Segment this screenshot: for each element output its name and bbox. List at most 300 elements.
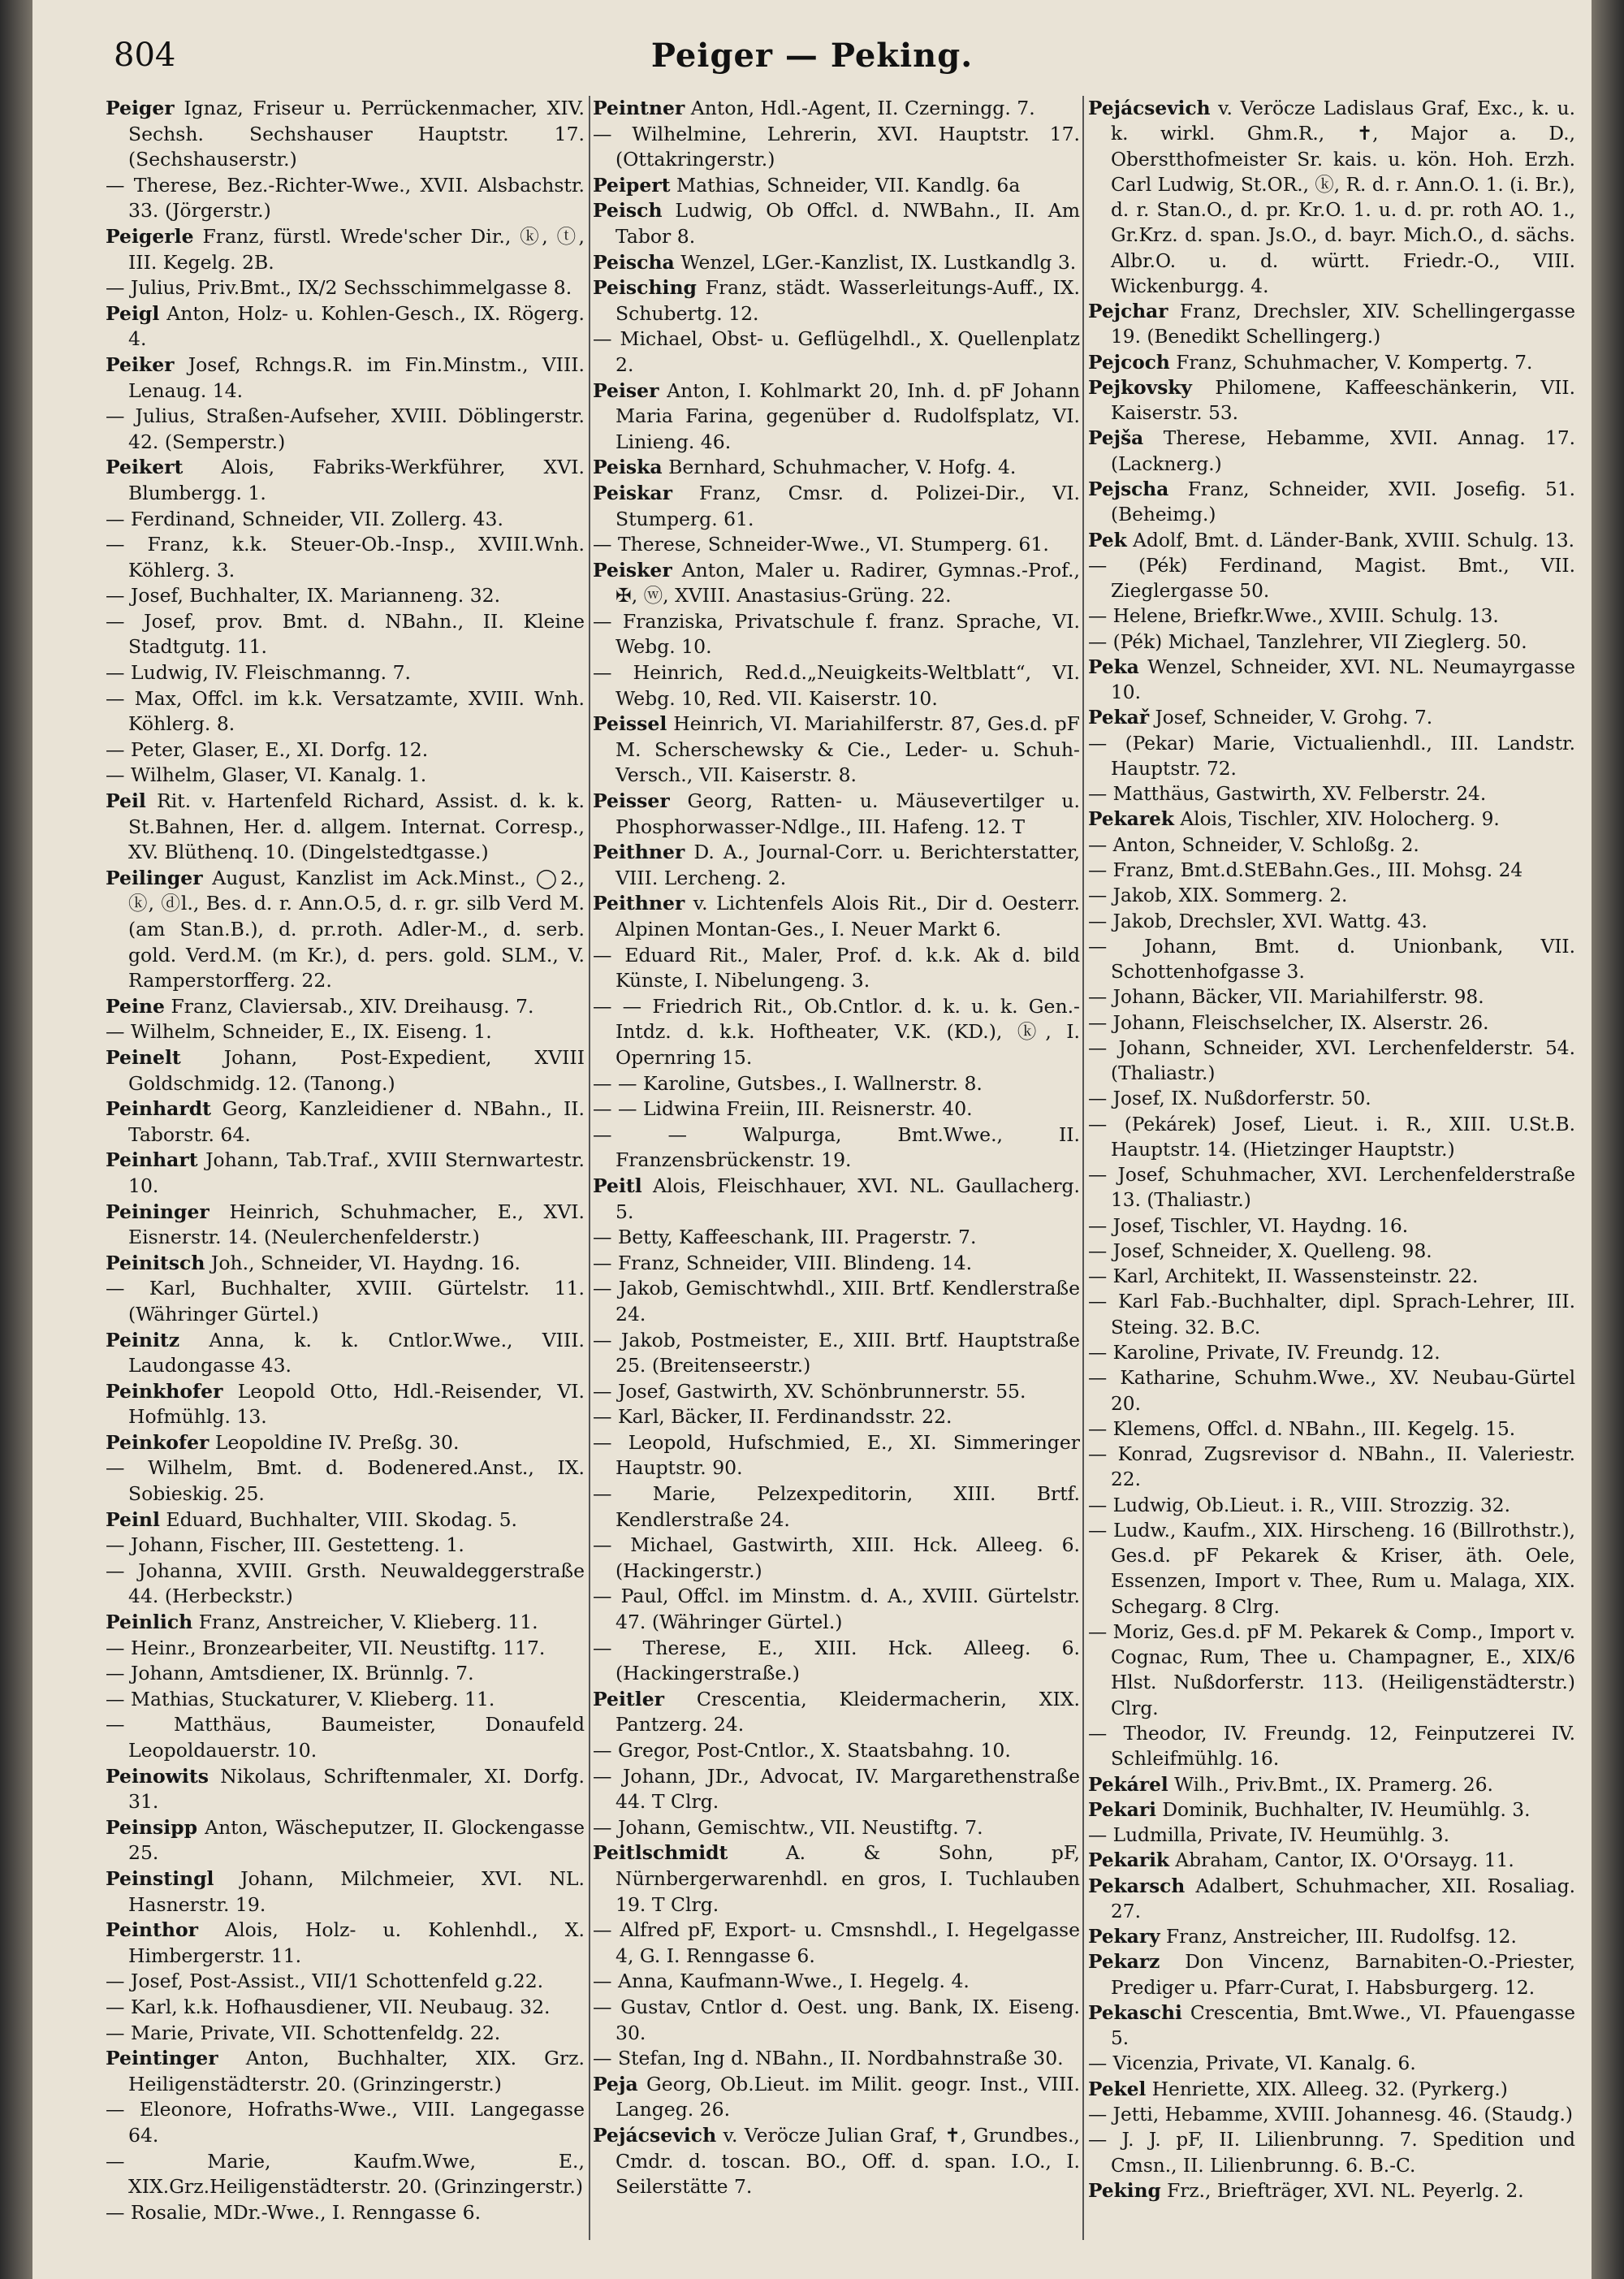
entry-text: — Johann, Fleischselcher, IX. Alserstr. 26.: [1088, 1011, 1489, 1034]
entry-text: — — Friedrich Rit., Ob.Cntlor. d. k. u. k. Gen.-Intdz. d. k.k. Hoftheater, V.K. (KD.), ⓚ, I. Opernring 15.: [593, 994, 1080, 1069]
entry-text: — (Pekar) Marie, Victualienhdl., III. Landstr. Hauptstr. 72.: [1088, 732, 1575, 780]
entry-text: Heinrich, Schuhmacher, E., XVI. Eisnerstr. 14. (Neulerchenfelderstr.): [128, 1200, 585, 1249]
directory-entry: [593, 198, 1080, 249]
entry-text: — Theodor, IV. Freundg. 12, Feinputzerei IV. Schleifmühlg. 16.: [1088, 1723, 1575, 1771]
entry-text: Franz, Anstreicher, III. Rudolfsg. 12.: [1165, 1926, 1517, 1948]
entry-text: Frz., Briefträger, XVI. NL. Peyerlg. 2.: [1167, 2179, 1524, 2202]
directory-entry: [593, 250, 1080, 276]
entry-text: Franz, Drechsler, XIV. Schellingergasse 19. (Benedikt Schellingerg.): [1111, 301, 1575, 348]
directory-entry: [106, 507, 585, 533]
directory-entry: [1088, 426, 1575, 477]
entry-surname: Pekari: [1088, 1798, 1156, 1821]
entry-text: Anton, Maler u. Radirer, Gymnas.-Prof., ✠, ⓦ, XVIII. Anastasius-Grüng. 22.: [615, 558, 1080, 608]
entry-text: — Jakob, Drechsler, XVI. Wattg. 43.: [1088, 910, 1427, 932]
entry-text: — Gustav, Cntlor d. Oest. ung. Bank, IX. Eiseng. 30.: [593, 1995, 1080, 2044]
directory-entry: [593, 1764, 1080, 1815]
entry-surname: Peintinger: [106, 2047, 218, 2070]
directory-entry: [1088, 1239, 1575, 1264]
entry-surname: Peking: [1088, 2179, 1161, 2202]
entry-surname: Peinowits: [106, 1764, 209, 1788]
entry-surname: Peinhart: [106, 1148, 198, 1172]
directory-entry: [593, 2046, 1080, 2072]
entry-text: Abraham, Cantor, IX. O'Orsayg. 11.: [1175, 1849, 1514, 1872]
entry-text: — Ludwig, IV. Fleischmanng. 7.: [106, 661, 412, 685]
entry-text: Rit. v. Hartenfeld Richard, Assist. d. k. k. St.Bahnen, Her. d. allgem. Internat. Corresp., XV. Blüthenq. 10. (Dingelstedtgasse.): [128, 789, 585, 864]
directory-columns: [106, 96, 1575, 2248]
entry-surname: Pejscha: [1088, 478, 1169, 500]
directory-entry: [106, 1251, 585, 1277]
directory-entry: [106, 1866, 585, 1918]
entry-text: Anton, Hdl.-Agent, II. Czerningg. 7.: [690, 97, 1035, 119]
directory-entry: [593, 481, 1080, 532]
directory-entry: [106, 1533, 585, 1559]
directory-entry: [1088, 909, 1575, 934]
directory-entry: [106, 1687, 585, 1713]
directory-entry: [1088, 705, 1575, 730]
entry-text: Johann, Milchmeier, XVI. NL. Hasnerstr. 19.: [128, 1866, 585, 1916]
entry-text: Anton, I. Kohlmarkt 20, Inh. d. pF Johann Maria Farina, gegenüber d. Rudolfsplatz, VI. Linieng. 46.: [615, 378, 1080, 453]
directory-entry: [1088, 1848, 1575, 1873]
directory-entry: [593, 1687, 1080, 1738]
entry-text: — Gregor, Post-Cntlor., X. Staatsbahng. 10.: [593, 1739, 1011, 1762]
entry-text: — Johann, JDr., Advocat, IV. Margarethenstraße 44. T Clrg.: [593, 1764, 1080, 1814]
entry-text: — Mathias, Stuckaturer, V. Klieberg. 11.: [106, 1687, 495, 1710]
directory-entry: [593, 378, 1080, 456]
entry-surname: Pekarek: [1088, 808, 1174, 831]
entry-text: — Anna, Kaufmann-Wwe., I. Hegelg. 4.: [593, 1970, 970, 1993]
scan-edge-left: [0, 0, 32, 2279]
directory-entry: [593, 1225, 1080, 1251]
entry-surname: Pekarik: [1088, 1849, 1170, 1872]
entry-text: Heinrich, VI. Mariahilferstr. 87, Ges.d. pF M. Scherschewsky & Cie., Leder- u. Schuh-Versch., VII. Kaiserstr. 8.: [615, 712, 1080, 787]
entry-text: Joh., Schneider, VI. Haydng. 16.: [210, 1251, 521, 1274]
entry-surname: Peine: [106, 994, 165, 1018]
directory-entry: [1088, 1772, 1575, 1797]
entry-text: — Ludwig, Ob.Lieut. i. R., VIII. Strozzig. 32.: [1088, 1494, 1510, 1516]
entry-text: — (Pék) Michael, Tanzlehrer, VII Zieglerg. 50.: [1088, 630, 1527, 653]
entry-text: — Julius, Straßen-Aufseher, XVIII. Döblingerstr. 42. (Semperstr.): [106, 404, 585, 453]
entry-text: Henriette, XIX. Alleeg. 32. (Pyrkerg.): [1151, 2078, 1508, 2100]
directory-entry: [106, 2021, 585, 2047]
entry-surname: Peigl: [106, 301, 160, 325]
directory-entry: [106, 763, 585, 789]
page-header: [0, 37, 1624, 85]
directory-entry: [106, 275, 585, 301]
directory-entry: [1088, 553, 1575, 604]
entry-text: — Paul, Offcl. im Minstm. d. A., XVIII. Gürtelstr. 47. (Währinger Gürtel.): [593, 1585, 1080, 1634]
directory-entry: [106, 1045, 585, 1096]
entry-surname: Pekař: [1088, 707, 1150, 729]
entry-surname: Peischa: [593, 250, 675, 274]
directory-entry: [106, 1918, 585, 1969]
entry-surname: Peinstingl: [106, 1866, 214, 1890]
directory-entry: [106, 737, 585, 763]
entry-surname: Pekárel: [1088, 1773, 1168, 1796]
directory-entry: [593, 532, 1080, 558]
directory-entry: [593, 1122, 1080, 1174]
entry-text: — Moriz, Ges.d. pF M. Pekarek & Comp., Import v. Cognac, Rum, Thee u. Champagner, E., XIX/6 Hlst. Nußdorferstr. 113. (Heiligenstädterstr.) Clrg.: [1088, 1620, 1575, 1719]
entry-text: Franz, Anstreicher, V. Klieberg. 11.: [198, 1611, 538, 1634]
entry-surname: Pek: [1088, 529, 1127, 551]
directory-entry: [593, 1995, 1080, 2046]
directory-entry: [593, 994, 1080, 1071]
directory-entry: [106, 455, 585, 506]
entry-text: — Leopold, Hufschmied, E., XI. Simmeringer Hauptstr. 90.: [593, 1430, 1080, 1480]
entry-text: Adalbert, Schuhmacher, XII. Rosaliag. 27.: [1111, 1875, 1575, 1922]
entry-surname: Pekaschi: [1088, 2001, 1182, 2024]
entry-surname: Peitlschmidt: [593, 1841, 728, 1865]
entry-text: v. Veröcze Ladislaus Graf, Exc., k. u. k. wirkl. Ghm.R., ✝, Major a. D., Oberstthofmeister Sr. kais. u. kön. Hoh. Erzh. Carl Ludwig, St.OR., ⓚ, R. d. r. Ann.O. 1. (i. Br.), d. r. Stan.O., d. pr. Kr.O. 1. u. d. pr. roth AO. 1., Gr.Krz. d. span. Js.O., d. bayr. Mich.O., d. sächs. Albr.O. u. d. württ. Friedr.-O., VIII. Wickenburgg. 4.: [1111, 97, 1575, 297]
directory-entry: [1088, 1010, 1575, 1036]
entry-surname: Peinsipp: [106, 1815, 198, 1839]
entry-text: — Jetti, Hebamme, XVIII. Johannesg. 46. (Staudg.): [1088, 2103, 1573, 2125]
entry-text: Leopoldine IV. Preßg. 30.: [214, 1430, 460, 1454]
entry-surname: Peinthor: [106, 1918, 199, 1942]
entry-surname: Peinhardt: [106, 1097, 211, 1121]
entry-text: — Marie, Pelzexpeditorin, XIII. Brtf. Kendlerstraße 24.: [593, 1482, 1080, 1531]
entry-text: — Katharine, Schuhm.Wwe., XV. Neubau-Gürtel 20.: [1088, 1367, 1575, 1415]
entry-surname: Peiser: [593, 378, 659, 402]
entry-text: Franz, Claviersab., XIV. Dreihausg. 7.: [171, 994, 534, 1018]
entry-surname: Pekary: [1088, 1926, 1160, 1948]
directory-entry: [1088, 1620, 1575, 1721]
entry-text: — Wilhelmine, Lehrerin, XVI. Hauptstr. 17. (Ottakringerstr.): [593, 122, 1080, 171]
entry-surname: Peisker: [593, 558, 672, 582]
entry-text: — Michael, Obst- u. Geflügelhdl., X. Quellenplatz 2.: [593, 327, 1080, 376]
directory-entry: [1088, 375, 1575, 426]
directory-entry: [1088, 2077, 1575, 2102]
entry-text: Franz, Schneider, XVII. Josefig. 51. (Beheimg.): [1111, 478, 1575, 526]
directory-entry: [593, 326, 1080, 378]
entry-text: Mathias, Schneider, VII. Kandlg. 6a: [676, 173, 1021, 197]
directory-entry: [106, 2149, 585, 2200]
directory-entry: [1088, 984, 1575, 1010]
entry-text: — Josef, IX. Nußdorferstr. 50.: [1088, 1088, 1371, 1110]
directory-entry: [106, 686, 585, 737]
entry-text: — Matthäus, Baumeister, Donaufeld Leopoldauerstr. 10.: [106, 1713, 585, 1762]
entry-surname: Peiger: [106, 97, 175, 119]
directory-entry: [593, 891, 1080, 942]
directory-entry: [593, 173, 1080, 199]
entry-text: Franz, fürstl. Wrede'scher Dir., ⓚ, ⓣ, III. Kegelg. 2B.: [128, 224, 585, 274]
entry-text: — Julius, Priv.Bmt., IX/2 Sechsschimmelgasse 8.: [106, 276, 572, 300]
directory-entry: [106, 301, 585, 352]
directory-entry: [106, 1096, 585, 1148]
directory-entry: [106, 1559, 585, 1610]
entry-text: Dominik, Buchhalter, IV. Heumühlg. 3.: [1162, 1798, 1531, 1821]
directory-entry: [593, 1840, 1080, 1918]
entry-text: — Franziska, Privatschule f. franz. Sprache, VI. Webg. 10.: [593, 609, 1080, 659]
entry-surname: Peitler: [593, 1687, 665, 1710]
directory-entry: [106, 1430, 585, 1456]
entry-text: — Konrad, Zugsrevisor d. NBahn., II. Valeriestr. 22.: [1088, 1443, 1575, 1491]
entry-surname: Pejácsevich: [1088, 97, 1211, 119]
directory-entry: [1088, 1924, 1575, 1949]
entry-text: — Franz, k.k. Steuer-Ob.-Insp., XVIII.Wnh. Köhlerg. 3.: [106, 533, 585, 582]
entry-text: Anton, Holz- u. Kohlen-Gesch., IX. Rögerg. 4.: [128, 301, 585, 351]
directory-entry: [1088, 1340, 1575, 1365]
entry-text: Anna, k. k. Cntlor.Wwe., VIII. Laudongasse 43.: [128, 1328, 585, 1377]
entry-text: Therese, Hebamme, XVII. Annag. 17. (Lacknerg.): [1111, 427, 1575, 475]
running-title: Peiger — Peking.: [650, 37, 974, 75]
directory-entry: [106, 96, 585, 173]
entry-surname: Peiska: [593, 456, 663, 479]
entry-surname: Peisch: [593, 199, 663, 223]
entry-text: — Jakob, Postmeister, E., XIII. Brtf. Hauptstraße 25. (Breitenseerstr.): [593, 1328, 1080, 1377]
entry-text: — Josef, Post-Assist., VII/1 Schottenfeld g.22.: [106, 1970, 544, 1993]
entry-text: Alois, Holz- u. Kohlenhdl., X. Himbergerstr. 11.: [128, 1918, 585, 1967]
column-3: [1088, 96, 1575, 2248]
entry-surname: Peisching: [593, 276, 697, 300]
directory-entry: [593, 943, 1080, 994]
directory-entry: [1088, 655, 1575, 706]
directory-entry: [106, 1712, 585, 1763]
directory-entry: [106, 173, 585, 224]
entry-text: — Ferdinand, Schneider, VII. Zollerg. 43.: [106, 507, 503, 530]
entry-text: — Max, Offcl. im k.k. Versatzamte, XVIII. Wnh. Köhlerg. 8.: [106, 686, 585, 736]
directory-entry: [106, 1019, 585, 1045]
entry-surname: Peisser: [593, 789, 670, 813]
entry-text: v. Lichtenfels Alois Rit., Dir d. Oesterr. Alpinen Montan-Ges., I. Neuer Markt 6.: [615, 892, 1080, 941]
directory-entry: [106, 352, 585, 404]
entry-text: — Therese, E., XIII. Hck. Alleeg. 6. (Hackingerstraße.): [593, 1636, 1080, 1685]
scan-edge-right: [1592, 0, 1624, 2279]
directory-entry: [1088, 629, 1575, 655]
directory-entry: [1088, 1289, 1575, 1340]
entry-text: — Betty, Kaffeeschank, III. Pragerstr. 7.: [593, 1226, 977, 1249]
directory-entry: [106, 1455, 585, 1507]
directory-entry: [106, 789, 585, 866]
entry-surname: Pejchar: [1088, 301, 1168, 323]
directory-entry: [1088, 1264, 1575, 1289]
entry-text: Leopold Otto, Hdl.-Reisender, VI. Hofmühlg. 13.: [128, 1379, 585, 1429]
entry-surname: Peilinger: [106, 866, 203, 889]
entry-text: — Anton, Schneider, V. Schloßg. 2.: [1088, 833, 1419, 856]
entry-text: — Jakob, Gemischtwhdl., XIII. Brtf. Kendlerstraße 24.: [593, 1277, 1080, 1325]
entry-text: — Marie, Kaufm.Wwe, E., XIX.Grz.Heiligenstädterstr. 20. (Grinzingerstr.): [106, 2149, 585, 2199]
directory-entry: [106, 404, 585, 455]
directory-entry: [593, 558, 1080, 609]
entry-text: August, Kanzlist im Ack.Minst., ◯2., ⓚ, ⓓl., Bes. d. r. Ann.O.5, d. r. gr. silb Verd M. (am Stan.B.), d. pr.roth. Adler-M., d. serb. gold. Verd.M. (m Kr.), d. pers. gold. SLM., V. Ramperstorfferg. 22.: [128, 866, 585, 992]
entry-text: — Eduard Rit., Maler, Prof. d. k.k. Ak d. bild Künste, I. Nibelungeng. 3.: [593, 943, 1080, 992]
entry-text: Alois, Tischler, XIV. Holocherg. 9.: [1180, 808, 1500, 831]
entry-surname: Peinlich: [106, 1611, 193, 1634]
directory-entry: [1088, 781, 1575, 807]
directory-entry: [593, 1251, 1080, 1277]
entry-text: Johann, Post-Expedient, XVIII Goldschmidg. 12. (Tanong.): [128, 1045, 585, 1095]
entry-text: D. A., Journal-Corr. u. Berichterstatter, VIII. Lercheng. 2.: [615, 841, 1080, 889]
entry-text: — Eleonore, Hofraths-Wwe., VIII. Langegasse 64.: [106, 2098, 585, 2147]
entry-text: — Stefan, Ing d. NBahn., II. Nordbahnstraße 30.: [593, 2047, 1064, 2070]
entry-text: Ignaz, Friseur u. Perrückenmacher, XIV. Sechsh. Sechshauser Hauptstr. 17. (Sechshauserstr.): [128, 97, 585, 171]
directory-entry: [1088, 2102, 1575, 2127]
directory-entry: [106, 2097, 585, 2148]
directory-entry: [593, 1404, 1080, 1430]
directory-entry: [593, 1481, 1080, 1533]
entry-surname: Pekarz: [1088, 1951, 1160, 1974]
directory-entry: [106, 1148, 585, 1199]
entry-text: — (Pék) Ferdinand, Magist. Bmt., VII. Zieglergasse 50.: [1088, 554, 1575, 603]
entry-surname: Pejša: [1088, 427, 1144, 450]
entry-text: — Heinr., Bronzearbeiter, VII. Neustiftg. 117.: [106, 1636, 546, 1659]
entry-text: Anton, Wäscheputzer, II. Glockengasse 25.: [128, 1815, 585, 1865]
directory-entry: [593, 1430, 1080, 1481]
entry-text: — Karl, Buchhalter, XVIII. Gürtelstr. 11. (Währinger Gürtel.): [106, 1277, 585, 1325]
entry-text: Philomene, Kaffeeschänkerin, VII. Kaiserstr. 53.: [1111, 376, 1575, 425]
directory-entry: [593, 275, 1080, 326]
directory-entry: [593, 789, 1080, 840]
entry-text: Wenzel, LGer.-Kanzlist, IX. Lustkandlg 3.: [680, 250, 1077, 274]
entry-surname: Peinitz: [106, 1328, 180, 1351]
entry-surname: Peiker: [106, 352, 175, 376]
entry-text: — Josef, Buchhalter, IX. Marianneng. 32.: [106, 584, 501, 608]
directory-entry: [106, 1636, 585, 1662]
entry-text: Alois, Fleischhauer, XVI. NL. Gaullacherg. 5.: [615, 1174, 1080, 1223]
entry-surname: Pejkovsky: [1088, 376, 1192, 399]
directory-entry: [1088, 1036, 1575, 1087]
entry-text: Crescentia, Bmt.Wwe., VI. Pfauengasse 5.: [1111, 2001, 1575, 2050]
directory-entry: [593, 1738, 1080, 1764]
directory-entry: [106, 583, 585, 609]
entry-text: Anton, Buchhalter, XIX. Grz. Heiligenstädterstr. 20. (Grinzingerstr.): [128, 2047, 585, 2095]
directory-entry: [1088, 477, 1575, 528]
entry-surname: Peitl: [593, 1174, 642, 1197]
entry-surname: Peinitsch: [106, 1251, 205, 1274]
directory-entry: [106, 224, 585, 275]
entry-text: Josef, Rchngs.R. im Fin.Minstm., VIII. Lenaug. 14.: [128, 352, 585, 402]
entry-text: — Josef, Gastwirth, XV. Schönbrunnerstr. 55.: [593, 1379, 1026, 1403]
directory-entry: [106, 1815, 585, 1866]
entry-text: — Josef, Schneider, X. Quelleng. 98.: [1088, 1239, 1432, 1262]
directory-entry: [1088, 858, 1575, 883]
entry-surname: Peiskar: [593, 481, 673, 504]
entry-surname: Pekel: [1088, 2078, 1147, 2100]
entry-text: Georg, Ob.Lieut. im Milit. geogr. Inst., VIII. Langeg. 26.: [615, 2072, 1080, 2121]
directory-entry: [1088, 1112, 1575, 1163]
entry-text: A. & Sohn, pF, Nürnbergerwarenhdl. en gros, I. Tuchlauben 19. T Clrg.: [615, 1841, 1080, 1916]
entry-text: — Josef, Tischler, VI. Haydng. 16.: [1088, 1214, 1409, 1237]
directory-entry: [106, 1276, 585, 1327]
directory-entry: [1088, 883, 1575, 908]
entry-text: — Johann, Amtsdiener, IX. Brünnlg. 7.: [106, 1662, 474, 1685]
directory-entry: [106, 1200, 585, 1251]
entry-surname: Pekarsch: [1088, 1875, 1186, 1897]
directory-entry: [593, 1096, 1080, 1122]
column-1: [106, 96, 585, 2248]
directory-entry: [1088, 1493, 1575, 1518]
directory-entry: [593, 1636, 1080, 1687]
entry-text: — Helene, Briefkr.Wwe., XVIII. Schulg. 13.: [1088, 605, 1499, 628]
directory-entry: [106, 609, 585, 660]
entry-text: — — Lidwina Freiin, III. Reisnerstr. 40.: [593, 1097, 973, 1121]
entry-text: — Matthäus, Gastwirth, XV. Felberstr. 24.: [1088, 783, 1487, 806]
entry-text: — Franz, Bmt.d.StEBahn.Ges., III. Mohsg. 24: [1088, 858, 1523, 881]
entry-text: — J. J. pF, II. Lilienbrunng. 7. Spedition und Cmsn., II. Lilienbrunng. 6. B.-C.: [1088, 2129, 1575, 2177]
directory-entry: [1088, 603, 1575, 629]
directory-entry: [1088, 2051, 1575, 2076]
directory-entry: [593, 660, 1080, 711]
entry-surname: Peissel: [593, 712, 667, 736]
directory-entry: [106, 660, 585, 686]
directory-entry: [1088, 832, 1575, 858]
directory-entry: [1088, 1721, 1575, 1772]
directory-entry: [106, 2046, 585, 2097]
entry-text: — Josef, prov. Bmt. d. NBahn., II. Kleine Stadtgutg. 11.: [106, 609, 585, 659]
page-number: 804: [114, 37, 176, 74]
directory-entry: [106, 1328, 585, 1379]
entry-text: — Johann, Schneider, XVI. Lerchenfelderstr. 54. (Thaliastr.): [1088, 1036, 1575, 1085]
directory-entry: [593, 840, 1080, 891]
directory-entry: [1088, 350, 1575, 375]
directory-entry: [1088, 2127, 1575, 2178]
directory-entry: [1088, 1797, 1575, 1823]
entry-text: — Johann, Bmt. d. Unionbank, VII. Schottenhofgasse 3.: [1088, 935, 1575, 984]
entry-surname: Peil: [106, 789, 146, 813]
entry-text: — Ludw., Kaufm., XIX. Hirscheng. 16 (Billrothstr.), Ges.d. pF Pekarek & Kriser, äth. Oele, Essenzen, Import v. Thee, Rum u. Malaga, XIX. Schegarg. 8 Clrg.: [1088, 1519, 1575, 1618]
directory-entry: [106, 1661, 585, 1687]
entry-surname: Peinelt: [106, 1045, 181, 1069]
entry-text: Nikolaus, Schriftenmaler, XI. Dorfg. 31.: [128, 1764, 585, 1814]
entry-text: — Karl, k.k. Hofhausdiener, VII. Neubaug. 32.: [106, 1995, 551, 2018]
entry-surname: Peithner: [593, 892, 685, 915]
entry-surname: Peka: [1088, 655, 1139, 678]
entry-text: Franz, städt. Wasserleitungs-Auff., IX. Schubertg. 12.: [615, 276, 1080, 325]
directory-entry: [593, 122, 1080, 173]
directory-entry: [593, 2072, 1080, 2123]
entry-surname: Peipert: [593, 173, 671, 197]
directory-entry: [593, 1174, 1080, 1225]
entry-text: Bernhard, Schuhmacher, V. Hofg. 4.: [668, 456, 1017, 479]
directory-entry: [593, 96, 1080, 122]
directory-entry: [593, 1276, 1080, 1327]
entry-surname: Peintner: [593, 97, 685, 119]
directory-entry: [106, 1995, 585, 2021]
column-2: [593, 96, 1080, 2248]
directory-entry: [593, 1071, 1080, 1097]
entry-text: — Wilhelm, Glaser, VI. Kanalg. 1.: [106, 763, 427, 787]
entry-text: Wenzel, Schneider, XVI. NL. Neumayrgasse 10.: [1111, 655, 1575, 704]
directory-entry: [1088, 96, 1575, 299]
directory-entry: [106, 532, 585, 583]
directory-entry: [106, 994, 585, 1020]
entry-text: Alois, Fabriks-Werkführer, XVI. Blumbergg. 1.: [128, 456, 585, 504]
entry-text: Crescentia, Kleidermacherin, XIX. Pantzerg. 24.: [615, 1687, 1080, 1736]
entry-text: Franz, Cmsr. d. Polizei-Dir., VI. Stumperg. 61.: [615, 481, 1080, 530]
entry-text: Georg, Ratten- u. Mäusevertilger u. Phosphorwasser-Ndlge., III. Hafeng. 12. T: [615, 789, 1080, 838]
entry-text: — (Pekárek) Josef, Lieut. i. R., XIII. U.St.B. Hauptstr. 14. (Hietzinger Hauptstr.): [1088, 1113, 1575, 1161]
directory-entry: [1088, 1365, 1575, 1416]
entry-text: Ludwig, Ob Offcl. d. NWBahn., II. Am Tabor 8.: [615, 199, 1080, 248]
directory-entry: [106, 866, 585, 994]
entry-text: — Alfred pF, Export- u. Cmsnshdl., I. Hegelgasse 4, G. I. Renngasse 6.: [593, 1918, 1080, 1967]
entry-text: — — Walpurga, Bmt.Wwe., II. Franzensbrückenstr. 19.: [593, 1122, 1080, 1172]
directory-entry: [593, 1918, 1080, 1969]
directory-entry: [106, 2200, 585, 2226]
entry-text: — Heinrich, Red.d.„Neuigkeits-Weltblatt“, VI. Webg. 10, Red. VII. Kaiserstr. 10.: [593, 661, 1080, 710]
directory-entry: [106, 1969, 585, 1995]
directory-entry: [593, 609, 1080, 660]
entry-text: — Josef, Schuhmacher, XVI. Lerchenfelderstraße 13. (Thaliastr.): [1088, 1164, 1575, 1212]
entry-text: — Ludmilla, Private, IV. Heumühlg. 3.: [1088, 1824, 1449, 1847]
entry-text: — Klemens, Offcl. d. NBahn., III. Kegelg. 15.: [1088, 1417, 1516, 1440]
entry-text: Wilh., Priv.Bmt., IX. Pramerg. 26.: [1174, 1773, 1493, 1796]
entry-text: Johann, Tab.Traf., XVIII Sternwartestr. 10.: [128, 1148, 585, 1197]
directory-entry: [1088, 1162, 1575, 1213]
directory-entry: [106, 1379, 585, 1430]
entry-text: — Marie, Private, VII. Schottenfeldg. 22.: [106, 2021, 501, 2044]
entry-surname: Pejcoch: [1088, 351, 1170, 374]
directory-entry: [1088, 299, 1575, 350]
